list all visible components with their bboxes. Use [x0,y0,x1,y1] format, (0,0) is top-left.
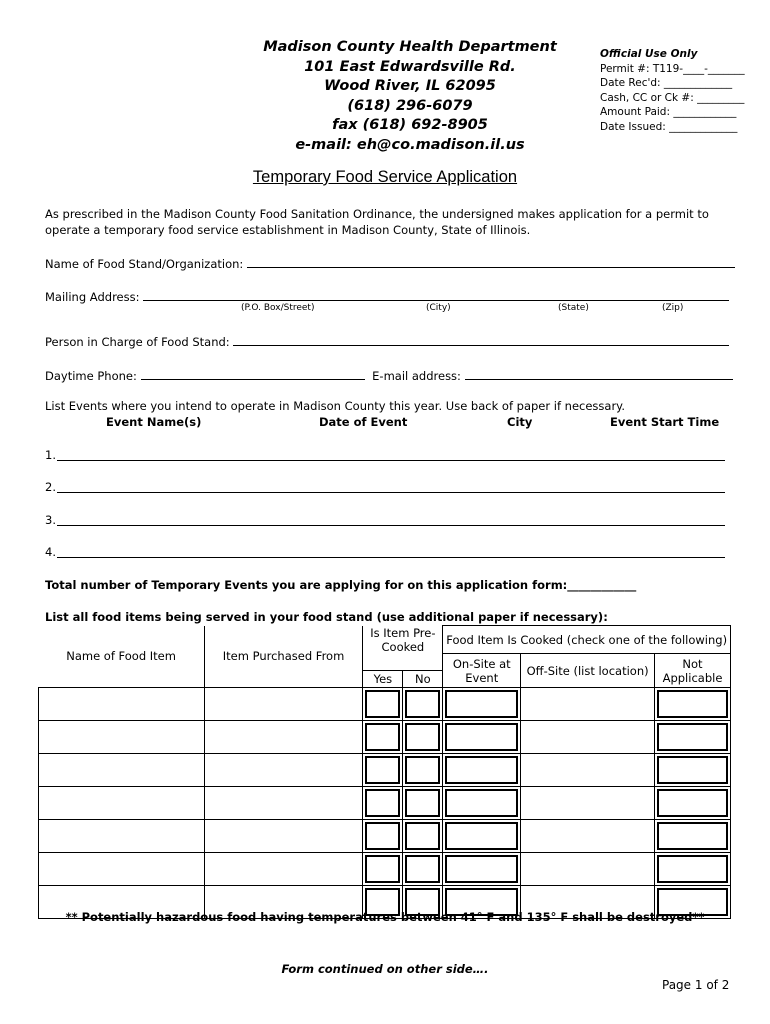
not-applicable-checkbox[interactable] [655,787,731,820]
person-in-charge-label: Person in Charge of Food Stand: [45,335,230,349]
checkbox-box[interactable] [657,690,728,718]
offsite-header: Off-Site (list location) [521,654,655,688]
checkbox-box[interactable] [365,855,400,883]
email-address: e-mail: eh@co.madison.il.us [295,136,525,153]
onsite-checkbox[interactable] [443,721,521,754]
precooked-yes-checkbox[interactable] [363,820,403,853]
onsite-checkbox[interactable] [443,853,521,886]
precooked-yes-checkbox[interactable] [363,853,403,886]
contact-row [45,367,733,383]
checkbox-box[interactable] [657,855,728,883]
zip-caption: (Zip) [662,303,684,313]
street-address: 101 East Edwardsville Rd. [304,58,516,75]
mailing-address-label: Mailing Address: [45,290,140,304]
checkbox-box[interactable] [365,690,400,718]
precooked-yes-checkbox[interactable] [363,754,403,787]
mailing-address-row [45,288,729,304]
department-name: Madison County Health Department [263,39,557,55]
onsite-checkbox[interactable] [443,820,521,853]
checkbox-box[interactable] [405,690,440,718]
purchased-from-cell[interactable] [204,721,363,754]
city-state-zip: Wood River, IL 62095 [324,78,496,95]
event-line-number: 3. [45,513,56,527]
event-line-number: 4. [45,545,56,559]
temperature-warning: ** Potentially hazardous food having temperatures between 41° F and 135° F shall be destroyed** [65,910,705,924]
food-name-header: Name of Food Item [39,626,205,688]
intro-paragraph: As prescribed in the Madison County Food Sanitation Ordinance, the undersigned makes application for a permit to operate a temporary food service establishment in Madison County, State of Illinois. [45,207,709,237]
checkbox-box[interactable] [365,756,400,784]
continued-note: Form continued on other side…. [281,962,489,976]
events-instruction: List Events where you intend to operate in Madison County this year. Use back of paper if necessary. [45,399,625,413]
checkbox-box[interactable] [445,855,518,883]
no-header: No [403,671,443,688]
food-item-row [39,853,731,886]
checkbox-box[interactable] [405,855,440,883]
daytime-phone-label: Daytime Phone: [45,369,137,383]
precooked-no-checkbox[interactable] [403,853,443,886]
purchased-from-cell[interactable] [204,853,363,886]
not-applicable-checkbox[interactable] [655,721,731,754]
food-name-cell[interactable] [39,820,205,853]
event-line-1[interactable] [45,448,725,464]
offsite-location-cell[interactable] [521,754,655,787]
purchased-from-header: Item Purchased From [204,626,363,688]
event-line-2[interactable] [45,480,725,496]
purchased-from-cell[interactable] [204,754,363,787]
food-name-cell[interactable] [39,721,205,754]
food-item-row [39,787,731,820]
checkbox-box[interactable] [445,690,518,718]
checkbox-box[interactable] [365,723,400,751]
purchased-from-cell[interactable] [204,787,363,820]
po-box-caption: (P.O. Box/Street) [241,303,315,313]
email-label: E-mail address: [372,369,461,383]
precooked-no-checkbox[interactable] [403,787,443,820]
event-line-number: 1. [45,448,56,462]
person-in-charge-input[interactable] [233,333,729,346]
official-use-title: Official Use Only [600,48,698,60]
permit-number-field[interactable]: Permit #: T119-____-_______ [600,62,745,75]
onsite-checkbox[interactable] [443,754,521,787]
offsite-location-cell[interactable] [521,820,655,853]
not-applicable-header: Not Applicable [655,654,731,688]
not-applicable-checkbox[interactable] [655,820,731,853]
checkbox-box[interactable] [405,822,440,850]
checkbox-box[interactable] [445,756,518,784]
checkbox-box[interactable] [445,789,518,817]
food-stand-name-label: Name of Food Stand/Organization: [45,257,244,271]
not-applicable-checkbox[interactable] [655,688,731,721]
daytime-phone-input[interactable] [141,367,365,380]
checkbox-box[interactable] [657,789,728,817]
date-received-field[interactable]: Date Rec'd: _____________ [600,77,733,90]
checkbox-box[interactable] [657,822,728,850]
checkbox-box[interactable] [405,789,440,817]
event-date-header: Date of Event [319,415,408,429]
food-name-cell[interactable] [39,853,205,886]
event-start-time-header: Event Start Time [610,415,720,429]
city-caption: (City) [426,303,451,313]
food-items-table [38,625,731,919]
offsite-location-cell[interactable] [521,787,655,820]
precooked-header: Is Item Pre-Cooked [370,625,436,654]
food-item-row [39,754,731,787]
food-name-cell[interactable] [39,787,205,820]
state-caption: (State) [558,303,589,313]
not-applicable-checkbox[interactable] [655,754,731,787]
onsite-checkbox[interactable] [443,787,521,820]
event-name-header: Event Name(s) [106,415,202,429]
checkbox-box[interactable] [657,723,728,751]
checkbox-box[interactable] [365,822,400,850]
page-number: Page 1 of 2 [662,978,730,992]
phone-number: (618) 296-6079 [347,97,473,114]
person-in-charge-row [45,333,729,349]
food-item-row [39,820,731,853]
checkbox-box[interactable] [445,822,518,850]
checkbox-box[interactable] [445,723,518,751]
checkbox-box[interactable] [365,789,400,817]
date-issued-field[interactable]: Date Issued: _____________ [600,120,738,133]
purchased-from-cell[interactable] [204,688,363,721]
precooked-no-checkbox[interactable] [403,820,443,853]
cooked-location-header: Food Item Is Cooked (check one of the following) [443,626,731,654]
food-list-instruction: List all food items being served in your food stand (use additional paper if necessary): [45,610,608,624]
form-title: Temporary Food Service Application [252,168,518,186]
precooked-no-checkbox[interactable] [403,754,443,787]
event-line-3[interactable] [45,513,725,529]
food-stand-name-row [45,255,735,271]
yes-header: Yes [363,671,403,688]
precooked-no-checkbox[interactable] [403,721,443,754]
purchased-from-cell[interactable] [204,820,363,853]
food-name-cell[interactable] [39,688,205,721]
checkbox-box[interactable] [657,756,728,784]
precooked-no-checkbox[interactable] [403,688,443,721]
event-line-4[interactable] [45,545,725,561]
checkbox-box[interactable] [405,723,440,751]
onsite-header: On-Site at Event [443,654,521,688]
food-item-row [39,721,731,754]
onsite-checkbox[interactable] [443,688,521,721]
offsite-location-cell[interactable] [521,688,655,721]
food-name-cell[interactable] [39,754,205,787]
email-input[interactable] [465,367,733,380]
precooked-yes-checkbox[interactable] [363,787,403,820]
fax-number: fax (618) 692-8905 [332,117,488,134]
amount-paid-field[interactable]: Amount Paid: ____________ [600,106,737,119]
food-stand-name-input[interactable] [247,255,735,268]
official-use-box [600,47,765,135]
offsite-location-cell[interactable] [521,721,655,754]
mailing-address-input[interactable] [143,288,729,301]
checkbox-box[interactable] [405,756,440,784]
department-header [250,38,570,156]
event-city-header: City [507,415,533,429]
food-item-row [39,688,731,721]
offsite-location-cell[interactable] [521,853,655,886]
event-line-number: 2. [45,480,56,494]
payment-ref-field[interactable]: Cash, CC or Ck #: _________ [600,91,745,104]
precooked-yes-checkbox[interactable] [363,688,403,721]
total-events-field[interactable]: Total number of Temporary Events you are applying for on this application form:____________ [45,578,637,592]
precooked-yes-checkbox[interactable] [363,721,403,754]
not-applicable-checkbox[interactable] [655,853,731,886]
